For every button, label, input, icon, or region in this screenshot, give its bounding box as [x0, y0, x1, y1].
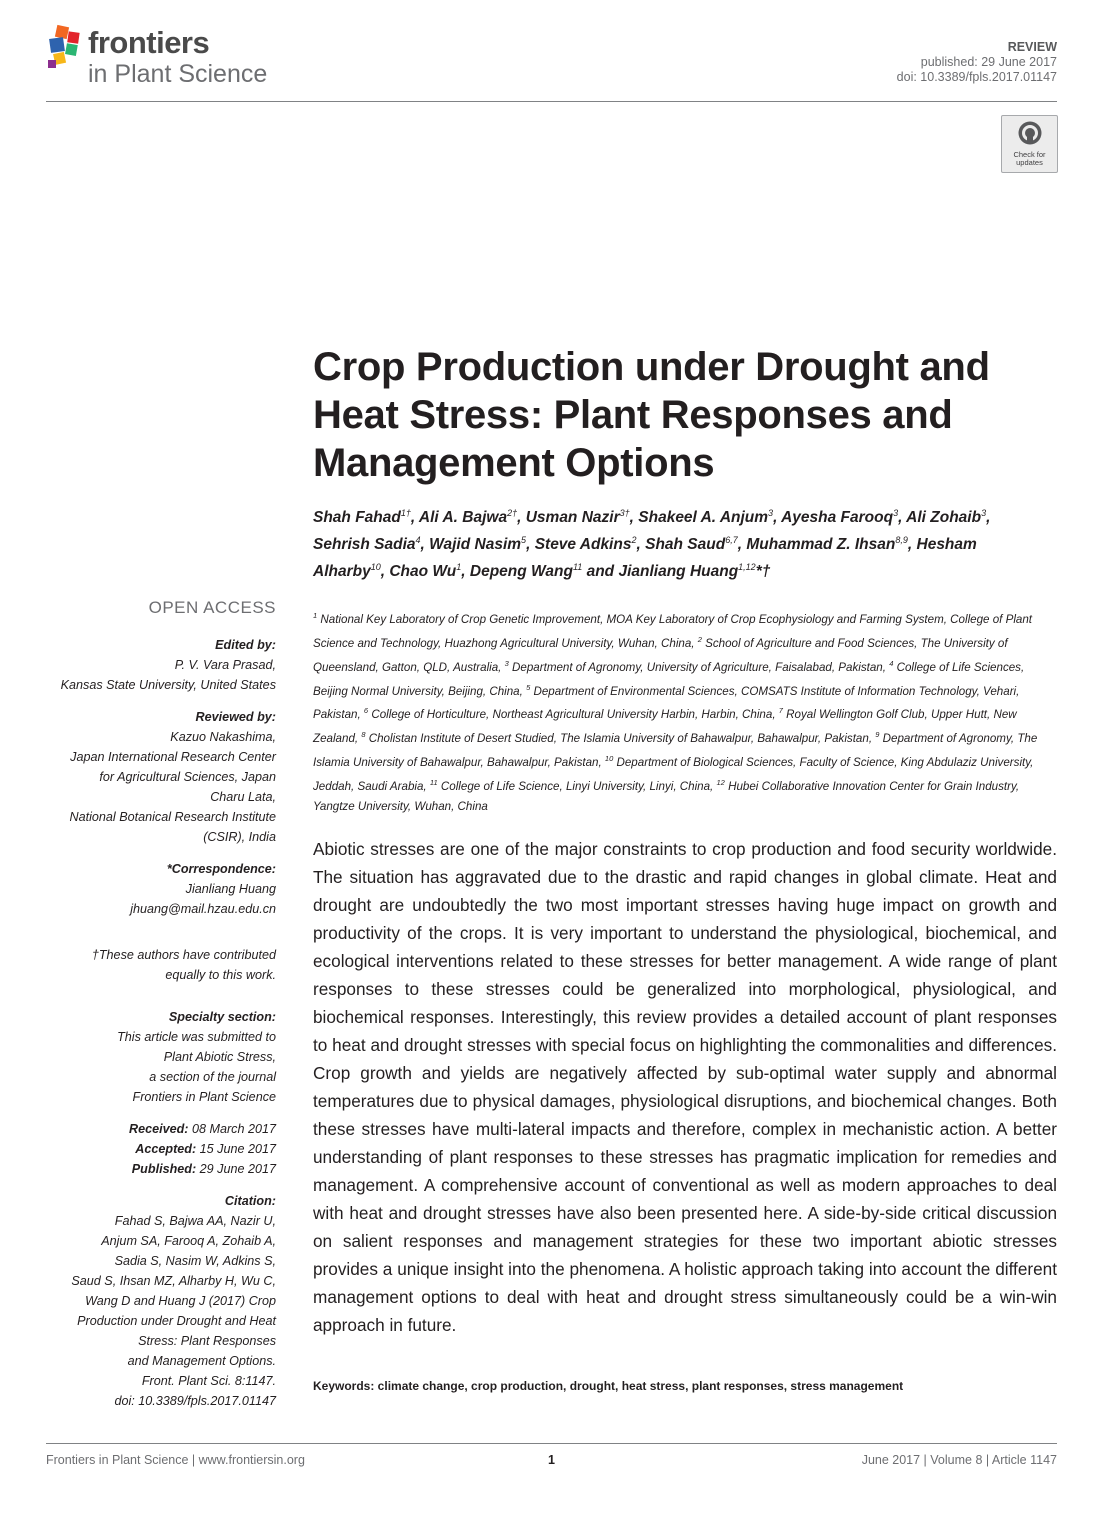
- page-number: 1: [548, 1453, 555, 1467]
- author-name[interactable]: Ali A. Bajwa: [418, 509, 508, 527]
- sidebar-line: †These authors have contributed: [91, 948, 276, 962]
- author-name[interactable]: Ayesha Farooq: [781, 509, 894, 527]
- reviewed-by: [40, 727, 276, 847]
- affiliation-number: 8: [361, 730, 366, 740]
- author-separator: ,: [420, 536, 430, 554]
- author-name[interactable]: Chao Wu: [389, 563, 457, 581]
- affiliation-text: Department of Agronomy, University of Agriculture, Faisalabad, Pakistan,: [508, 660, 890, 674]
- author-separator: ,: [629, 509, 639, 527]
- logo-wordmark: frontiers: [88, 25, 210, 60]
- footer-volume-info: June 2017 | Volume 8 | Article 1147: [861, 1453, 1057, 1467]
- author-affiliation-marker: 10: [370, 562, 381, 573]
- abstract: Abiotic stresses are one of the major constraints to crop production and food security worldwide. The situation has aggravated due to the drastic and rapid changes in global climate. Heat and drought are undoubtedly the two most important stresses having huge impact on growth and productivity of the crops. It is very important to understand the physiological, biochemical, and ecological interventions related to these stresses for better management. A wide range of plant responses to these stresses could be generalized into morphological, physiological, and biochemical responses. Interestingly, this review provides a detailed account of plant responses to heat and drought stresses with special focus on highlighting the commonalities and differences. Crop growth and yields are negatively affected by sub-optimal water supply and abnormal temperatures due to physical damages, physiological disruptions, and biochemical changes. Both these stresses have multi-lateral impacts and therefore, complex in mechanistic action. A better understanding of plant responses to these stresses has pragmatic implication for remedies and management. A comprehensive account of conventional as well as modern approaches to deal with heat and drought stresses have also been presented here. A side-by-side critical discussion on salient responses and management strategies for these two important abiotic stresses provides a unique insight into the phenomena. A holistic approach taking into account the different management options to deal with heat and drought stress simultaneously could be a win-win approach in future.: [313, 839, 1057, 1335]
- affiliation-text: College of Horticulture, Northeast Agricultural University Harbin, Harbin, China,: [368, 708, 779, 722]
- sidebar-line: Wang D and Huang J (2017) Crop: [85, 1294, 276, 1308]
- affiliation-number: 3: [504, 658, 509, 668]
- sidebar-line: equally to this work.: [165, 968, 276, 982]
- author-separator: ,: [526, 536, 535, 554]
- sidebar: [40, 597, 276, 1423]
- published-row: Published: 29 June 2017: [131, 1162, 276, 1176]
- affiliation-text: College of Life Sciences, Beijing Normal University, Beijing, China,: [313, 660, 1025, 698]
- affiliation-number: 7: [778, 706, 783, 716]
- author-name[interactable]: Muhammad Z. Ihsan: [746, 536, 896, 554]
- article-doi[interactable]: doi: 10.3389/fpls.2017.01147: [896, 70, 1057, 84]
- sidebar-line: Production under Drought and Heat: [77, 1314, 276, 1328]
- sidebar-line: Kazuo Nakashima,: [170, 730, 276, 744]
- author-name[interactable]: Steve Adkins: [534, 536, 632, 554]
- author-name[interactable]: Jianliang Huang: [618, 563, 739, 581]
- author-affiliation-marker: 2†: [507, 508, 518, 518]
- sidebar-line: Jianliang Huang: [185, 882, 276, 896]
- author-name[interactable]: Shakeel A. Anjum: [638, 509, 769, 527]
- specialty-heading: Specialty section:: [168, 1010, 276, 1024]
- affiliation-text: Department of Environmental Sciences, COMSATS Institute of Information Technology, Vehari, Pakistan,: [313, 684, 1020, 722]
- author-separator: ,: [737, 536, 747, 554]
- sidebar-line: for Agricultural Sciences, Japan: [99, 770, 276, 784]
- sidebar-line: doi: 10.3389/fpls.2017.01147: [114, 1394, 276, 1408]
- affiliation-text: Royal Wellington Golf Club, Upper Hutt, New Zealand,: [313, 708, 1017, 746]
- author-name[interactable]: Wajid Nasim: [429, 536, 522, 554]
- received-row: Received: 08 March 2017: [128, 1122, 276, 1136]
- logo-journal-name: in Plant Science: [88, 60, 268, 88]
- author-name[interactable]: Hesham Alharby: [313, 536, 977, 581]
- specialty-section: [40, 1027, 276, 1107]
- affiliation-text: Department of Agronomy, The Islamia University of Bahawalpur, Bahawalpur, Pakistan,: [313, 732, 1038, 770]
- sidebar-line: Anjum SA, Farooq A, Zohaib A,: [101, 1234, 276, 1248]
- author-affiliation-marker: 1: [456, 562, 462, 573]
- author-separator: ,: [898, 509, 907, 527]
- author-separator: ,: [986, 509, 991, 527]
- contribution-note: [40, 945, 276, 985]
- author-separator: ,: [380, 563, 390, 581]
- affiliations: [313, 606, 1055, 817]
- author-separator: and: [582, 563, 619, 581]
- sidebar-line: Saud S, Ihsan MZ, Alharby H, Wu C,: [71, 1274, 276, 1288]
- sidebar-line: Plant Abiotic Stress,: [163, 1050, 276, 1064]
- sidebar-line: and Management Options.: [127, 1354, 276, 1368]
- affiliation-number: 6: [363, 706, 369, 716]
- frontiers-logo-icon: [46, 24, 86, 70]
- author-separator: *†: [755, 563, 771, 581]
- author-separator: ,: [410, 509, 419, 527]
- sidebar-line: Front. Plant Sci. 8:1147.: [141, 1374, 276, 1388]
- affiliation-number: 2: [697, 634, 702, 644]
- author-affiliation-marker: 8,9: [895, 535, 908, 546]
- sidebar-line: Sadia S, Nasim W, Adkins S,: [114, 1254, 276, 1268]
- author-name[interactable]: Usman Nazir: [525, 509, 620, 527]
- affiliation-number: 10: [604, 754, 614, 764]
- author-affiliation-marker: 3: [893, 508, 899, 518]
- article-meta: [897, 40, 1057, 85]
- footer-journal-link[interactable]: Frontiers in Plant Science | www.frontiersin.org: [46, 1453, 305, 1467]
- header-divider: [46, 101, 1057, 102]
- author-affiliation-marker: 2: [631, 535, 637, 546]
- sidebar-line: National Botanical Research Institute: [69, 810, 276, 824]
- citation-heading: Citation:: [224, 1194, 276, 1208]
- author-affiliation-marker: 4: [415, 535, 421, 546]
- author-name[interactable]: Shah Fahad: [313, 509, 401, 527]
- article-dates: [40, 1119, 276, 1179]
- article-title: Crop Production under Drought and Heat Stress: Plant Responses and Management Options: [313, 345, 990, 485]
- author-affiliation-marker: 3: [981, 508, 987, 518]
- affiliation-number: 11: [429, 778, 438, 788]
- sidebar-line: a section of the journal: [149, 1070, 276, 1084]
- author-affiliation-marker: 5: [521, 535, 527, 546]
- affiliation-number: 9: [875, 730, 880, 740]
- journal-logo[interactable]: [46, 22, 286, 92]
- edited-by-heading: Edited by:: [215, 638, 276, 652]
- edited-by: [40, 655, 276, 695]
- author-separator: ,: [517, 509, 526, 527]
- correspondence-heading: *Correspondence:: [166, 862, 276, 876]
- affiliation-number: 12: [716, 778, 725, 788]
- author-affiliation-marker: 3: [768, 508, 774, 518]
- accepted-row: Accepted: 15 June 2017: [135, 1142, 276, 1156]
- author-name[interactable]: Shah Saud: [645, 536, 726, 554]
- author-affiliation-marker: 6,7: [725, 535, 738, 546]
- affiliation-text: National Key Laboratory of Crop Genetic Improvement, MOA Key Laboratory of Crop Ecophysiology and Farming System, College of Plant Science and Technology, Huazhong Agricultural University, Wuhan, China,: [313, 612, 1033, 650]
- sidebar-line: Frontiers in Plant Science: [132, 1090, 276, 1104]
- sidebar-line: P. V. Vara Prasad,: [174, 658, 276, 672]
- affiliation-text: College of Life Science, Linyi University, Linyi, China,: [437, 779, 717, 793]
- affiliation-number: 1: [313, 611, 318, 620]
- sidebar-line: Stress: Plant Responses: [138, 1334, 276, 1348]
- correspondence[interactable]: [40, 879, 276, 919]
- open-access-label: OPEN ACCESS: [148, 598, 276, 617]
- sidebar-line: Charu Lata,: [210, 790, 276, 804]
- keywords: Keywords: climate change, crop production, drought, heat stress, plant responses, stress management: [313, 1379, 904, 1393]
- sidebar-line: (CSIR), India: [203, 830, 276, 844]
- affiliation-text: Department of Biological Sciences, Faculty of Science, King Abdulaziz University, Jeddah, Saudi Arabia,: [313, 756, 1034, 793]
- sidebar-line: Kansas State University, United States: [60, 678, 276, 692]
- author-separator: ,: [636, 536, 646, 554]
- sidebar-line: Japan International Research Center: [70, 750, 276, 764]
- author-name[interactable]: Depeng Wang: [469, 563, 573, 581]
- reviewed-by-heading: Reviewed by:: [195, 710, 276, 724]
- affiliation-text: Cholistan Institute of Desert Studied, The Islamia University of Bahawalpur, Bahawalpur, Pakistan,: [365, 732, 876, 746]
- author-affiliation-marker: 3†: [619, 508, 630, 518]
- crossmark-icon: [1017, 120, 1043, 146]
- affiliation-number: 5: [526, 682, 531, 692]
- article-type: REVIEW: [1007, 40, 1057, 54]
- affiliation-number: 4: [889, 658, 894, 668]
- author-list: [313, 502, 1013, 583]
- author-separator: ,: [773, 509, 782, 527]
- author-name[interactable]: Ali Zohaib: [906, 509, 982, 527]
- author-separator: ,: [907, 536, 917, 554]
- citation: [40, 1211, 276, 1411]
- sidebar-line: jhuang@mail.hzau.edu.cn: [130, 902, 276, 916]
- check-for-updates-button[interactable]: [1001, 115, 1058, 173]
- author-affiliation-marker: 1,12: [738, 562, 756, 573]
- author-name[interactable]: Sehrish Sadia: [313, 536, 416, 554]
- affiliation-text: School of Agriculture and Food Sciences, The University of Queensland, Gatton, QLD, Australia,: [313, 636, 1008, 674]
- sidebar-line: This article was submitted to: [117, 1030, 276, 1044]
- footer-divider: [46, 1443, 1057, 1444]
- affiliation-text: Hubei Collaborative Innovation Center for Grain Industry, Yangtze University, Wuhan, China: [313, 779, 1020, 813]
- author-affiliation-marker: 1†: [400, 508, 411, 518]
- published-date: published: 29 June 2017: [920, 55, 1057, 69]
- check-updates-label: Check for updates: [1013, 150, 1046, 167]
- sidebar-line: Fahad S, Bajwa AA, Nazir U,: [114, 1214, 276, 1228]
- author-separator: ,: [461, 563, 470, 581]
- author-affiliation-marker: 11: [572, 562, 583, 573]
